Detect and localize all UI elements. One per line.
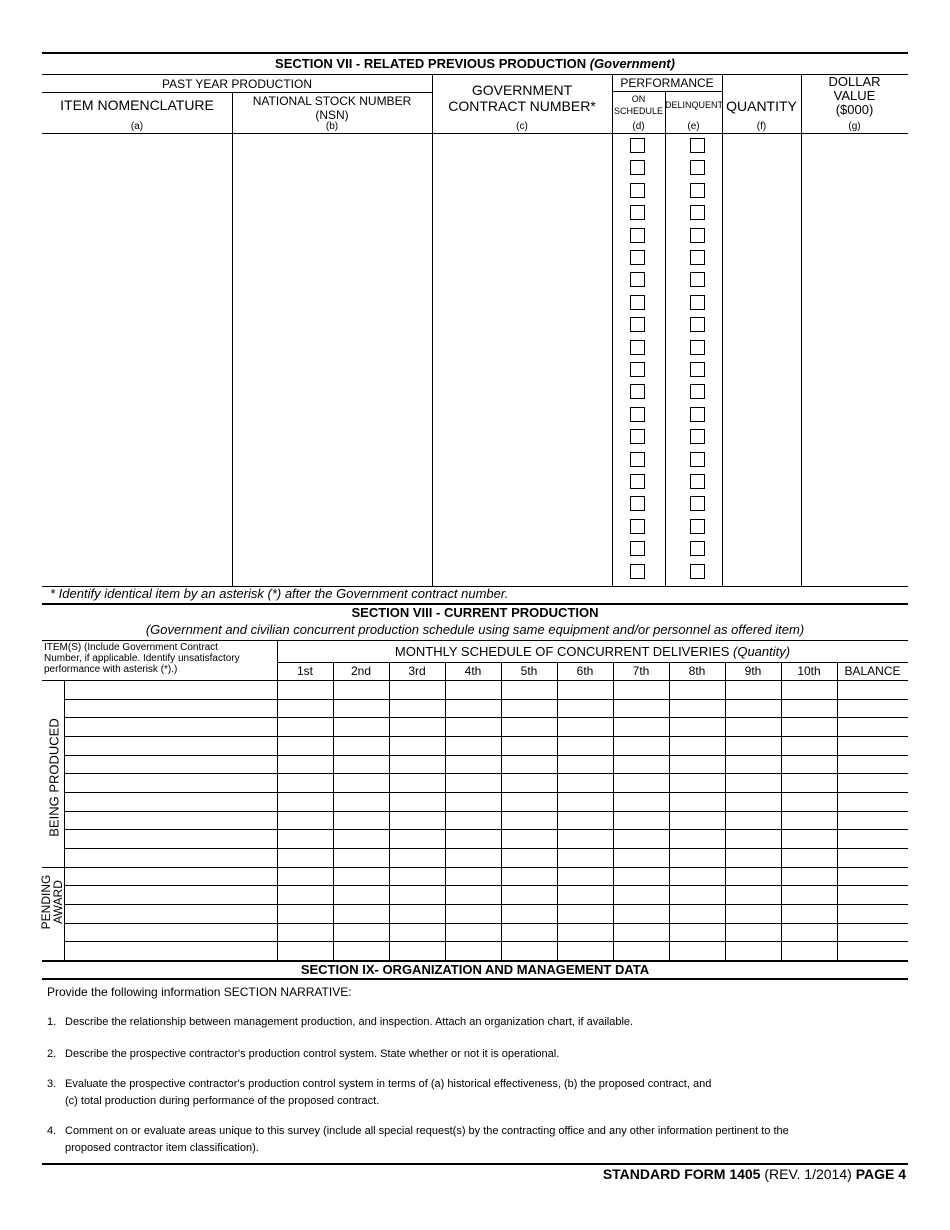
past-year-production-label: PAST YEAR PRODUCTION	[161, 77, 313, 91]
being-produced-row[interactable]	[65, 793, 908, 811]
on-schedule-checkbox[interactable]	[630, 205, 645, 220]
performance-label: PERFORMANCE	[620, 76, 714, 90]
delinquent-checkbox[interactable]	[690, 362, 705, 377]
delinquent-checkbox[interactable]	[690, 138, 705, 153]
pending-award-row[interactable]	[65, 942, 908, 960]
narrative-area[interactable]	[42, 998, 908, 1160]
month-header-1: 1st	[296, 664, 313, 678]
item-nomenclature-cell[interactable]	[43, 134, 231, 585]
being-produced-row[interactable]	[65, 774, 908, 792]
on-schedule-checkbox[interactable]	[630, 340, 645, 355]
pending-award-row[interactable]	[65, 905, 908, 923]
delinquent-checkbox[interactable]	[690, 160, 705, 175]
month-header-8: 8th	[688, 664, 706, 678]
on-schedule-checkbox[interactable]	[630, 519, 645, 534]
section9-intro: Provide the following information SECTION NARRATIVE:	[47, 985, 352, 999]
col-b-code: (b)	[325, 121, 339, 132]
nsn-cell[interactable]	[233, 134, 431, 585]
narrative-item-4: 4. Comment on or evaluate areas unique to this survey (include all special request(s) by the contracting office and any other information pertinent to the proposed contractor item classification).	[47, 1125, 789, 1154]
on-schedule-checkbox[interactable]	[630, 272, 645, 287]
delinquent-checkbox[interactable]	[690, 541, 705, 556]
dollar-value-cell[interactable]	[802, 134, 907, 585]
being-produced-row[interactable]	[65, 718, 908, 736]
being-produced-row[interactable]	[65, 756, 908, 774]
month-header-4: 4th	[464, 664, 482, 678]
form-footer: STANDARD FORM 1405 (REV. 1/2014) PAGE 4	[602, 1166, 906, 1182]
col-g-code: (g)	[848, 121, 861, 132]
col-e-code: (e)	[687, 121, 700, 132]
col-f-label: QUANTITY	[726, 98, 797, 114]
being-produced-row[interactable]	[65, 812, 908, 830]
col-a-code: (a)	[130, 121, 144, 132]
delinquent-checkbox[interactable]	[690, 407, 705, 422]
being-produced-row[interactable]	[65, 849, 908, 867]
delinquent-checkbox[interactable]	[690, 183, 705, 198]
delinquent-checkbox[interactable]	[690, 519, 705, 534]
being-produced-row[interactable]	[65, 681, 908, 699]
delinquent-checkbox[interactable]	[690, 272, 705, 287]
section8-title: SECTION VIII - CURRENT PRODUCTION	[351, 605, 599, 620]
delinquent-checkbox[interactable]	[690, 384, 705, 399]
month-header-6: 6th	[576, 664, 594, 678]
on-schedule-checkbox[interactable]	[630, 384, 645, 399]
on-schedule-checkbox[interactable]	[630, 160, 645, 175]
col-b-label: NATIONAL STOCK NUMBER (NSN)	[252, 94, 412, 122]
on-schedule-checkbox[interactable]	[630, 429, 645, 444]
on-schedule-checkbox[interactable]	[630, 452, 645, 467]
month-header-2: 2nd	[350, 664, 372, 678]
col-d-label: ON SCHEDULE	[613, 94, 663, 116]
col-c-code: (c)	[516, 121, 528, 132]
on-schedule-checkbox[interactable]	[630, 295, 645, 310]
on-schedule-checkbox[interactable]	[630, 496, 645, 511]
on-schedule-checkbox[interactable]	[630, 541, 645, 556]
narrative-item-2: 2. Describe the prospective contractor's production control system. State whether or not it is operational.	[47, 1048, 560, 1060]
month-header-7: 7th	[632, 664, 650, 678]
col-c-label: GOVERNMENT CONTRACT NUMBER*	[448, 82, 596, 114]
col-g-label: DOLLAR VALUE ($000)	[828, 74, 881, 117]
quantity-cell[interactable]	[723, 134, 800, 585]
on-schedule-checkbox[interactable]	[630, 564, 645, 579]
narrative-item-3: 3. Evaluate the prospective contractor's production control system in terms of (a) historical effectiveness, (b) the proposed contract, and (c) total production during performance of the proposed contract.	[47, 1078, 712, 1107]
section9-title: SECTION IX- ORGANIZATION AND MANAGEMENT DATA	[300, 962, 650, 977]
section7-footnote: * Identify identical item by an asterisk (*) after the Government contract number.	[50, 586, 509, 601]
col-a-label: ITEM NOMENCLATURE	[60, 97, 214, 113]
on-schedule-checkbox[interactable]	[630, 362, 645, 377]
month-header-3: 3rd	[408, 664, 426, 678]
narrative-item-1: 1. Describe the relationship between management production, and inspection. Attach an organization chart, if available.	[47, 1016, 634, 1028]
on-schedule-checkbox[interactable]	[630, 228, 645, 243]
pending-award-row[interactable]	[65, 886, 908, 904]
schedule-header: MONTHLY SCHEDULE OF CONCURRENT DELIVERIES (Quantity)	[394, 644, 791, 659]
section7-title: SECTION VII - RELATED PREVIOUS PRODUCTION (Government)	[275, 56, 675, 71]
pending-award-row[interactable]	[65, 868, 908, 886]
section8-subtitle: (Government and civilian concurrent production schedule using same equipment and/or personnel as offered item)	[145, 622, 805, 637]
delinquent-checkbox[interactable]	[690, 228, 705, 243]
month-header-11: BALANCE	[844, 664, 901, 678]
on-schedule-checkbox[interactable]	[630, 474, 645, 489]
delinquent-checkbox[interactable]	[690, 429, 705, 444]
month-header-5: 5th	[520, 664, 538, 678]
delinquent-checkbox[interactable]	[690, 317, 705, 332]
delinquent-checkbox[interactable]	[690, 564, 705, 579]
on-schedule-checkbox[interactable]	[630, 250, 645, 265]
delinquent-checkbox[interactable]	[690, 496, 705, 511]
being-produced-row[interactable]	[65, 737, 908, 755]
month-header-9: 9th	[744, 664, 762, 678]
col-e-label: DELINQUENT	[665, 100, 724, 110]
month-header-10: 10th	[797, 664, 821, 678]
on-schedule-checkbox[interactable]	[630, 138, 645, 153]
delinquent-checkbox[interactable]	[690, 205, 705, 220]
being-produced-row[interactable]	[65, 830, 908, 848]
on-schedule-checkbox[interactable]	[630, 317, 645, 332]
being-produced-row[interactable]	[65, 700, 908, 718]
col-d-code: (d)	[632, 121, 645, 132]
delinquent-checkbox[interactable]	[690, 250, 705, 265]
delinquent-checkbox[interactable]	[690, 474, 705, 489]
delinquent-checkbox[interactable]	[690, 452, 705, 467]
being-produced-label: BEING PRODUCED	[46, 718, 62, 837]
delinquent-checkbox[interactable]	[690, 340, 705, 355]
delinquent-checkbox[interactable]	[690, 295, 705, 310]
on-schedule-checkbox[interactable]	[630, 183, 645, 198]
pending-award-label: PENDING AWARD	[39, 874, 65, 930]
contract-number-cell[interactable]	[433, 134, 611, 585]
pending-award-row[interactable]	[65, 924, 908, 942]
items-header: ITEM(S) (Include Government Contract Number, if applicable. Identify unsatisfactory performance with asterisk (*).)	[44, 642, 240, 675]
col-f-code: (f)	[756, 121, 767, 132]
on-schedule-checkbox[interactable]	[630, 407, 645, 422]
